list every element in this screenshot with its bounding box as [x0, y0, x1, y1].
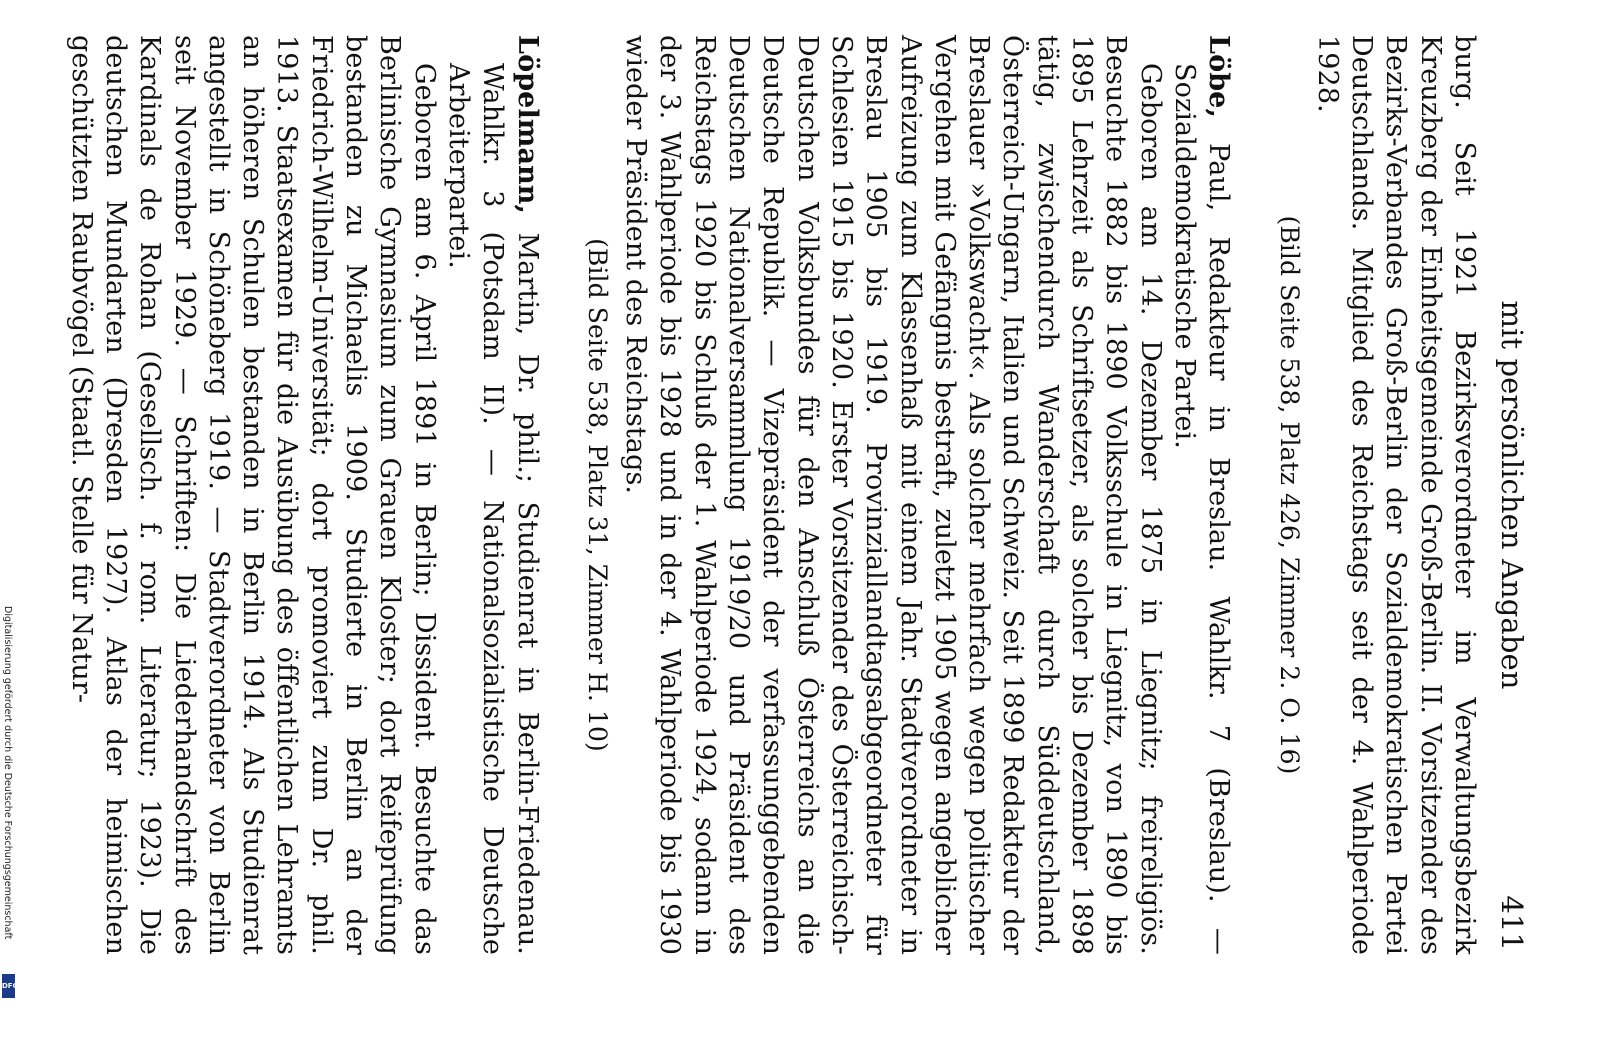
running-head	[1485, 35, 1529, 955]
digitization-note: Digitalisierung gefördert durch die Deutsche Forschungsgemeinschaft	[2, 606, 13, 940]
entry-loebe-body: Geboren am 14. Dezember 1875 in Liegnitz; freireligiös. Besuchte 1882 bis 1890 Volksschule in Liegnitz, von 1890 bis 1895 Lehrzeit als Schriftsetzer, als solcher bis Dezember 1898 tätig, zwischendurch Wanderschaft durch Süddeutschland, Österreich-Ungarn, Italien und Schweiz. Seit 1899 Redakteur der Breslauer »Volkswacht«. Als solcher mehrfach wegen politischer Vergehen mit Gefängnis bestraft, zuletzt 1905 wegen angeblicher Aufreizung zum Klassenhaß mit einem Jahr. Stadtverordneter in Breslau 1905 bis 1919. Provinziallandtagsabgeordneter für Schlesien 1915 bis 1920. Erster Vorsitzender des Österreichisch-Deutschen Volksbundes für den Anschluß Österreichs an die Deutsche Republik. — Vizepräsident der verfassunggebenden Deutschen Nationalversammlung 1919/20 und Präsident des Reichstags 1920 bis Schluß der 1. Wahlperiode 1924, sodann in der 3. Wahlperiode bis 1928 und in der 4. Wahlperiode bis 1930 wieder Präsident des Reichstags.	[620, 35, 1166, 955]
entry-continuation-text: burg. Seit 1921 Bezirksverordneter im Verwaltungsbezirk Kreuzberg der Einheitsgemeinde Groß-Berlin. II. Vorsitzender des Bezirks-Verbandes Groß-Berlin der Sozialdemokratischen Partei Deutschlands. Mitglied des Reichstags seit der 4. Wahlperiode 1928.	[1311, 35, 1480, 955]
entry-continuation-bild-reference: (Bild Seite 538, Platz 426, Zimmer 2. O. 16)	[1274, 215, 1304, 775]
entry-loebe-name: Löbe,	[1203, 35, 1235, 118]
page-number: 411	[1495, 895, 1529, 951]
digitization-sidebar	[0, 0, 17, 1000]
entry-loebe-header	[1167, 35, 1236, 955]
entry-loebe-bild-reference: (Bild Seite 538, Platz 31, Zimmer H. 10)	[582, 238, 612, 752]
dfg-logo-badge: DFG	[2, 974, 15, 998]
entry-loebe-header-text: Paul, Redakteur in Breslau. Wahlkr. 7 (Breslau). — Sozialdemokratische Partei.	[1168, 63, 1235, 955]
page-content-rotated	[59, 25, 1529, 965]
entry-loepelmann-header	[441, 35, 544, 955]
entry-loepelmann-header-text: Martin, Dr. phil.; Studienrat in Berlin-Friedenau. Wahlkr. 3 (Potsdam II). — Nationalsozialistische Deutsche Arbeiterpartei.	[442, 63, 543, 955]
entry-loepelmann-name: Löpelmann,	[511, 35, 543, 215]
running-head-title: mit persönlichen Angaben	[1495, 300, 1529, 690]
entry-loepelmann-body: Geboren am 6. April 1891 in Berlin; Dissident. Besuchte das Berlinische Gymnasium zum Grauen Kloster; dort Reifeprüfung bestanden zu Michaelis 1909. Studierte in Berlin an der Friedrich-Wilhelm-Universität; dort promoviert zum Dr. phil. 1913. Staatsexamen für die Ausübung des öffentlichen Lehramts an höheren Schulen bestanden in Berlin 1914. Als Studienrat angestellt in Schöneberg 1919. — Stadtverordneter von Berlin seit November 1929. — Schriften: Die Liederhandschrift des Kardinals de Rohan (Gesellsch. f. rom. Literatur; 1923). Die deutschen Mundarten (Dresden 1927). Atlas der heimischen geschützten Raubvögel (Staatl. Stelle für Natur-	[65, 35, 440, 955]
